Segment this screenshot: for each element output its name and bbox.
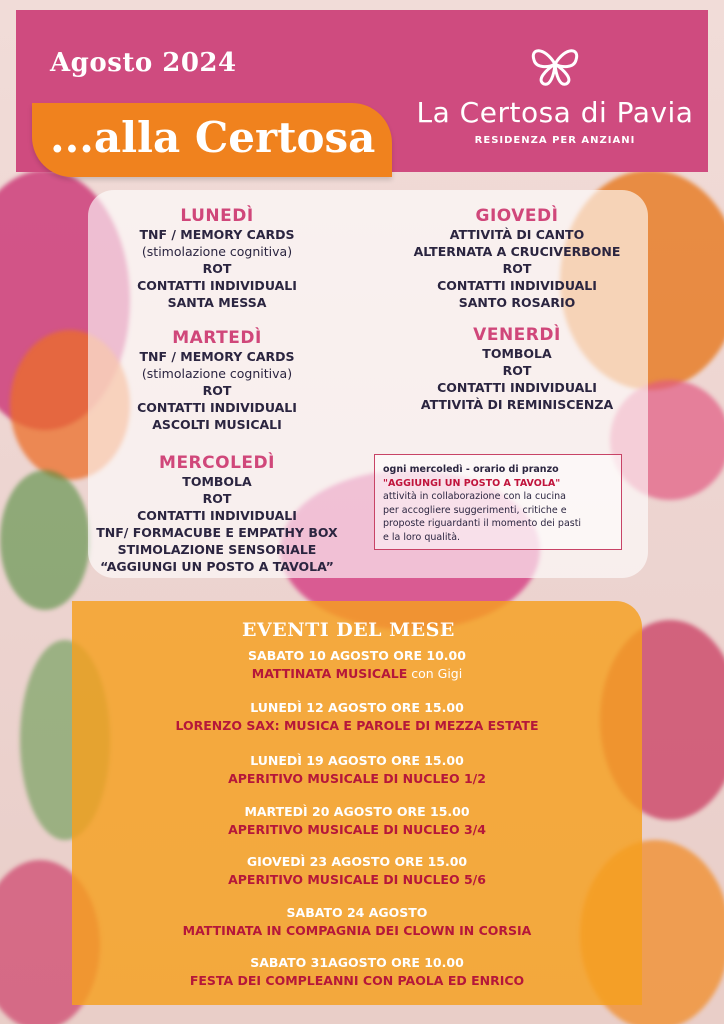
event-date: GIOVEDÌ 23 AGOSTO ORE 15.00: [246, 854, 468, 869]
activity: ROT: [202, 491, 232, 506]
event-item: [72, 904, 642, 940]
banner-pill: [32, 103, 392, 177]
note-line: e la loro qualità.: [383, 531, 461, 543]
day-title: MARTEDÌ: [172, 328, 262, 348]
day-title: LUNEDÌ: [180, 206, 254, 226]
activity-note: (stimolazione cognitiva): [141, 366, 293, 381]
activity: ATTIVITÀ DI REMINISCENZA: [420, 397, 614, 412]
day-title: GIOVEDÌ: [475, 206, 559, 226]
event-name: MATTINATA MUSICALE: [251, 666, 408, 681]
activity: CONTATTI INDIVIDUALI: [437, 380, 597, 395]
note-line: proposte riguardanti il momento dei pasti: [383, 518, 582, 529]
activity: CONTATTI INDIVIDUALI: [437, 278, 597, 293]
activity: TNF / MEMORY CARDS: [139, 227, 295, 242]
activity: ROT: [202, 261, 232, 276]
event-name: FESTA DEI COMPLEANNI CON PAOLA ED ENRICO: [189, 973, 525, 988]
event-date: SABATO 10 AGOSTO ORE 10.00: [248, 648, 466, 663]
event-item: [72, 699, 642, 735]
note-heading: ogni mercoledì - orario di pranzo: [383, 464, 559, 475]
event-name: APERITIVO MUSICALE DI NUCLEO 3/4: [228, 822, 486, 837]
activity: ATTIVITÀ DI CANTO: [449, 227, 585, 242]
lunch-note-box: [374, 454, 622, 550]
day-title: MERCOLEDÌ: [159, 453, 275, 473]
activity: TOMBOLA: [482, 346, 552, 361]
day-monday: [112, 206, 322, 311]
day-title: VENERDÌ: [473, 325, 561, 345]
activity: ASCOLTI MUSICALI: [152, 417, 282, 432]
activity: ALTERNATA A CRUCIVERBONE: [413, 244, 621, 259]
event-name: APERITIVO MUSICALE DI NUCLEO 1/2: [228, 771, 486, 786]
note-highlight: "AGGIUNGI UN POSTO A TAVOLA": [383, 477, 561, 489]
event-name: MATTINATA IN COMPAGNIA DEI CLOWN IN CORSIA: [182, 923, 532, 938]
activity: TOMBOLA: [182, 474, 252, 489]
brand-name: La Certosa di Pavia: [416, 96, 694, 129]
activity: “AGGIUNGI UN POSTO A TAVOLA”: [100, 559, 334, 574]
activity: SANTO ROSARIO: [458, 295, 576, 310]
event-date: MARTEDÌ 20 AGOSTO ORE 15.00: [244, 804, 470, 819]
brand-block: [410, 40, 700, 146]
events-title: EVENTI DEL MESE: [242, 619, 455, 641]
event-item: [72, 647, 642, 683]
banner-title: ...alla Certosa: [50, 113, 376, 162]
activity: ROT: [502, 261, 532, 276]
event-item: [72, 752, 642, 788]
event-date: LUNEDÌ 12 AGOSTO ORE 15.00: [250, 700, 464, 715]
brand-subtitle: RESIDENZA PER ANZIANI: [474, 135, 636, 146]
activity: CONTATTI INDIVIDUALI: [137, 278, 297, 293]
activity: CONTATTI INDIVIDUALI: [137, 400, 297, 415]
event-date: SABATO 24 AGOSTO: [286, 905, 428, 920]
activity: TNF / MEMORY CARDS: [139, 349, 295, 364]
activity: TNF/ FORMACUBE E EMPATHY BOX: [96, 525, 338, 540]
activity: ROT: [202, 383, 232, 398]
event-date: SABATO 31AGOSTO ORE 10.00: [250, 955, 464, 970]
activity: ROT: [502, 363, 532, 378]
butterfly-logo-icon: [526, 40, 584, 88]
month-title: Agosto 2024: [50, 48, 237, 78]
activity-note: (stimolazione cognitiva): [141, 244, 293, 259]
event-item: [72, 954, 642, 990]
event-item: [72, 853, 642, 889]
event-extra: con Gigi: [407, 666, 463, 681]
activity: CONTATTI INDIVIDUALI: [137, 508, 297, 523]
day-friday: [412, 325, 622, 413]
watercolor-blob: [0, 470, 90, 610]
note-line: per accogliere suggerimenti, critiche e: [383, 504, 567, 516]
activity: SANTA MESSA: [167, 295, 267, 310]
day-wednesday: [92, 453, 342, 575]
day-tuesday: [112, 328, 322, 433]
event-name: LORENZO SAX: MUSICA E PAROLE DI MEZZA ESTATE: [175, 718, 539, 733]
day-thursday: [412, 206, 622, 311]
events-panel: [72, 601, 642, 1005]
event-item: [72, 803, 642, 839]
event-date: LUNEDÌ 19 AGOSTO ORE 15.00: [250, 753, 464, 768]
activity: STIMOLAZIONE SENSORIALE: [117, 542, 317, 557]
note-line: attività in collaborazione con la cucina: [383, 491, 566, 502]
event-name: APERITIVO MUSICALE DI NUCLEO 5/6: [228, 872, 486, 887]
